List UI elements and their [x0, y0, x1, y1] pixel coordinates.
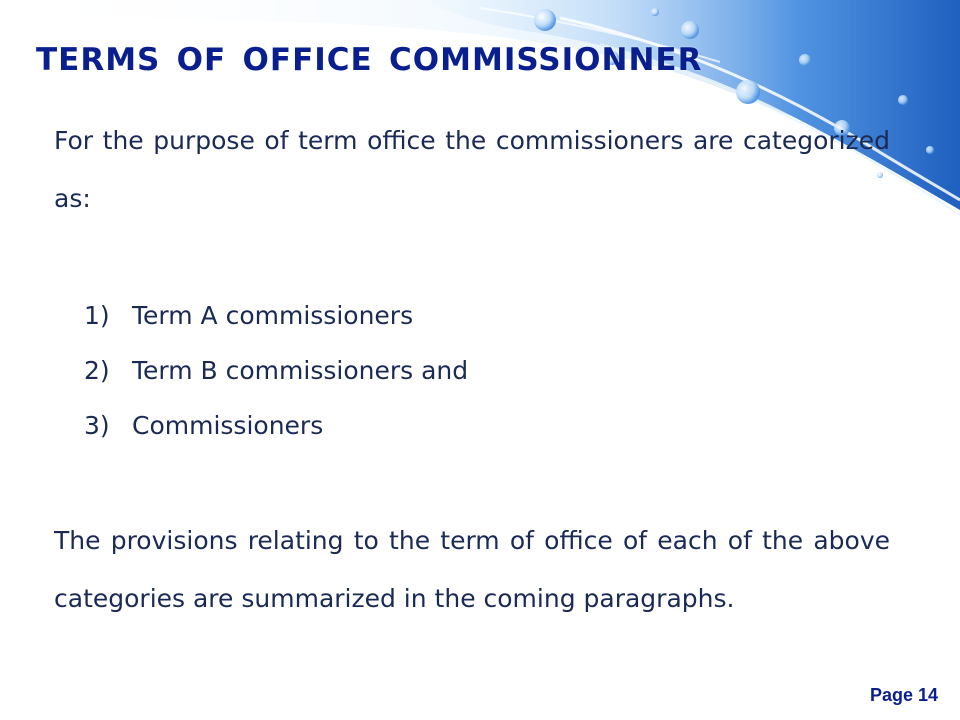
category-list [84, 288, 468, 453]
page-number: Page 14 [869, 685, 938, 705]
intro-paragraph: For the purpose of term office the commissioners are categorized as: [54, 126, 890, 213]
slide-body [54, 112, 890, 613]
list-item [84, 398, 468, 453]
list-item [84, 288, 468, 343]
list-item-label: Term A commissioners [132, 301, 414, 330]
list-item-label: Term B commissioners and [132, 356, 469, 385]
summary-paragraph: The provisions relating to the term of office of each of the above categories are summarized in the coming paragraphs. [54, 526, 890, 613]
list-item-number: 3) [84, 411, 110, 440]
list-item [84, 343, 468, 398]
slide-title: terms of office commissionner [36, 30, 703, 81]
list-item-number: 1) [84, 301, 110, 330]
list-item-number: 2) [84, 356, 110, 385]
list-item-label: Commissioners [132, 411, 324, 440]
